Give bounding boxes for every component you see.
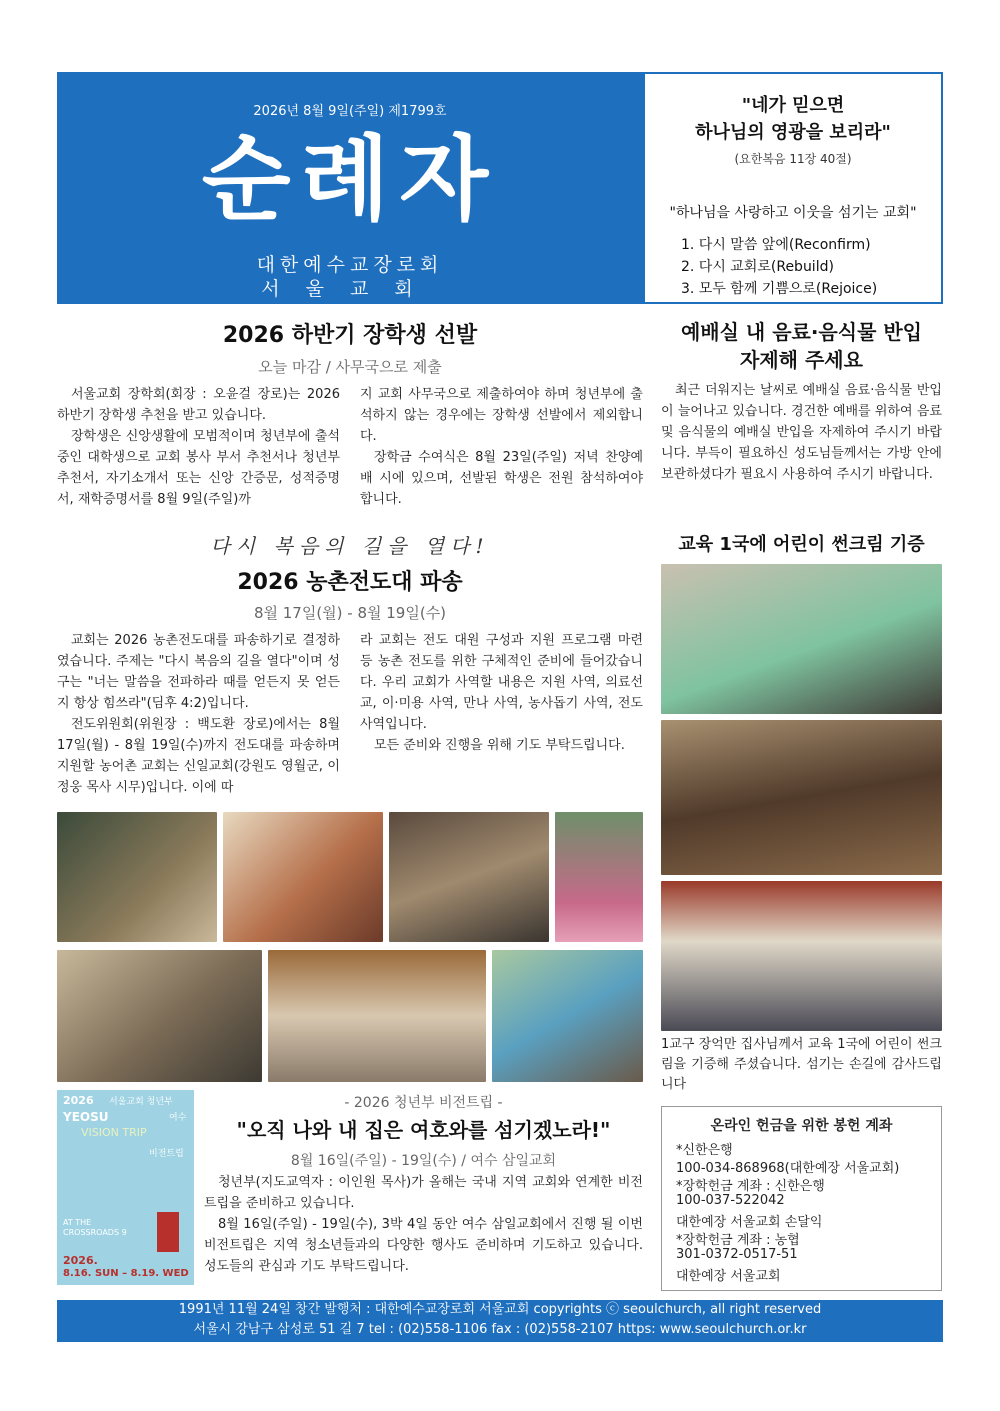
drinks-title: 예배실 내 음료·음식물 반입 자제해 주세요 — [680, 320, 922, 372]
mission-title: 2026 농촌전도대 파송 — [237, 570, 463, 595]
footer — [57, 1300, 943, 1342]
paragraph: 청년부(지도교역자 : 이인원 목사)가 올해는 국내 지역 교회와 연계한 비전트립을 준비하고 있습니다. — [204, 1175, 643, 1211]
motto-box — [643, 72, 943, 304]
mission-photo — [555, 812, 643, 942]
scholarship-title: 2026 하반기 장학생 선발 — [222, 323, 478, 348]
mission-photo — [492, 950, 643, 1082]
vision-body — [204, 1172, 643, 1277]
paragraph: 지 교회 사무국으로 제출하여야 하며 청년부에 출석하지 않는 경우에는 장학생 선발에서 제외합니다. — [360, 387, 643, 444]
church-shape-icon — [157, 1212, 179, 1252]
account-line: *장학헌금 계좌 : 농협 — [676, 1233, 800, 1248]
mission-photo — [57, 812, 217, 942]
footer-publisher: 1991년 11월 24일 창간 발행처 : 대한예수교장로회 서울교회 copyrights ⓒ seoulchurch, all right reserved — [178, 1302, 822, 1317]
newsletter-title: 순례자 — [201, 125, 499, 233]
paragraph: 최근 더워지는 날씨로 예배실 음료·음식물 반입이 늘어나고 있습니다. 경건한 예배를 위하여 음료 및 음식물의 예배실 반입을 자제하여 주시기 바랍니다. 부득이 필요하신 성도님들께서는 가방 안에 보관하셨다가 필요시 사용하여 주시기 바랍니다. — [661, 383, 942, 482]
verse-reference: (요한복음 11장 40절) — [734, 152, 852, 166]
poster-dates: 8.16. SUN – 8.19. WED — [63, 1268, 189, 1279]
paragraph: 교회는 2026 농촌전도대를 파송하기로 결정하였습니다. 주제는 "다시 복음의 길을 열다"이며 성구는 "너는 말씀을 전파하라 때를 얻든지 못 얻든지 항상 힘쓰라"(딤후 4:2)입니다. — [57, 633, 340, 711]
sunscreen-photo — [661, 564, 942, 714]
footer-contact: 서울시 강남구 삼성로 51 길 7 tel : (02)558-1106 fax : (02)558-2107 https: www.seoulchurch.or.kr — [193, 1322, 807, 1337]
scholarship-col1 — [57, 384, 340, 510]
poster-city: YEOSU — [63, 1110, 109, 1124]
account-line: *장학헌금 계좌 : 신한은행 — [676, 1179, 825, 1194]
account-line: 대한예장 서울교회 손달익 — [676, 1215, 823, 1230]
poster-trip-kr: 비전트립 — [149, 1149, 184, 1159]
paragraph: 장학생은 신앙생활에 모범적이며 청년부에 출석 중인 대학생으로 교회 봉사 부서 추천서나 청년부 추천서, 자기소개서 또는 신앙 간증문, 성적증명서, 재학증명서를 8월 9일(주일)까 — [57, 429, 340, 507]
drinks-body — [661, 380, 942, 485]
sunscreen-title: 교육 1국에 어린이 썬크림 기증 — [678, 534, 925, 555]
scholarship-subtitle: 오늘 마감 / 사무국으로 제출 — [258, 358, 442, 376]
issue-info: 2026년 8월 9일(주일) 제1799호 — [253, 104, 447, 119]
vision-trip-poster — [57, 1090, 194, 1285]
bible-verse: "네가 믿으면 하나님의 영광을 보리라" — [695, 95, 891, 143]
mission-col1 — [57, 630, 340, 798]
vision-title: "오직 나와 내 집은 여호와를 섬기겠노라!" — [236, 1118, 611, 1142]
mission-photo — [268, 950, 486, 1082]
masthead — [57, 72, 643, 304]
offering-accounts-box — [661, 1106, 942, 1291]
paragraph: 전도위원회(위원장 : 백도환 장로)에서는 8월 17일(월) - 8월 19일(수)까지 전도대를 파송하며 지원할 농어촌 교회는 신일교회(강원도 영월군, 이정웅 목사 시무)입니다. 이에 따 — [57, 717, 340, 795]
paragraph: 8월 16일(주일) - 19일(수), 3박 4일 동안 여수 삼일교회에서 진행 될 이번 비전트립은 지역 청소년들과의 다양한 행사도 준비하며 기도하고 있습니다. 성도들의 관심과 기도 부탁드립니다. — [204, 1217, 643, 1274]
mission-photo — [389, 812, 549, 942]
poster-org: 서울교회 청년부 — [109, 1097, 173, 1107]
mission-photo — [57, 950, 262, 1082]
church-slogan: "하나님을 사랑하고 이웃을 섬기는 교회" — [669, 205, 917, 221]
paragraph: 모든 준비와 진행을 위해 기도 부탁드립니다. — [374, 738, 625, 753]
account-line: *신한은행 — [676, 1143, 733, 1158]
poster-city-kr: 여수 — [169, 1113, 187, 1123]
pillar-item: 3. 모두 함께 기쁨으로(Rejoice) — [681, 281, 878, 297]
mission-script-heading: 다시 복음의 길을 열다! — [210, 534, 490, 558]
poster-dates-year: 2026. — [63, 1254, 98, 1267]
mission-photo — [223, 812, 383, 942]
poster-trip: VISION TRIP — [81, 1126, 147, 1139]
vision-kicker: - 2026 청년부 비전트립 - — [344, 1095, 503, 1111]
church-name: 서울교회 — [261, 278, 439, 300]
sunscreen-photo — [661, 881, 942, 1031]
accounts-title: 온라인 헌금을 위한 봉헌 계좌 — [710, 1118, 893, 1134]
pillar-item: 1. 다시 말씀 앞에(Reconfirm) — [681, 237, 871, 253]
paragraph: 서울교회 장학회(회장 : 오윤걸 장로)는 2026 하반기 장학생 추천을 받고 있습니다. — [57, 387, 340, 423]
account-line: 100-037-522042 — [676, 1193, 785, 1208]
account-line: 301-0372-0517-51 — [676, 1247, 798, 1262]
mission-subtitle: 8월 17일(월) - 8월 19일(수) — [253, 604, 447, 622]
sunscreen-photo — [661, 720, 942, 875]
poster-year: 2026 — [63, 1094, 94, 1107]
church-denomination: 대한예수교장로회 — [256, 254, 444, 276]
sunscreen-caption: 1교구 장억만 집사님께서 교육 1국에 어린이 썬크림을 기증해 주셨습니다. 섬기는 손길에 감사드립니다 — [661, 1037, 942, 1092]
scholarship-col2 — [360, 384, 643, 510]
pillar-item: 2. 다시 교회로(Rebuild) — [681, 259, 834, 275]
paragraph: 장학금 수여식은 8월 23일(주일) 저녁 찬양예배 시에 있으며, 선발된 학생은 전원 참석하여야 합니다. — [360, 450, 643, 507]
paragraph: 라 교회는 전도 대원 구성과 지원 프로그램 마련 등 농촌 전도를 위한 구체적인 준비에 들어갔습니다. 우리 교회가 사역할 내용은 지원 사역, 의료선교, 이·미용 사역, 만나 사역, 농사돕기 사역, 전도 사역입니다. — [360, 633, 643, 732]
account-line: 대한예장 서울교회 — [676, 1269, 781, 1284]
account-line: 100-034-868968(대한예장 서울교회) — [676, 1161, 900, 1176]
vision-subtitle: 8월 16일(주일) - 19일(수) / 여수 삼일교회 — [290, 1153, 557, 1169]
mission-col2 — [360, 630, 643, 756]
poster-theme: AT THE CROSSROADS 9 — [63, 1218, 127, 1237]
